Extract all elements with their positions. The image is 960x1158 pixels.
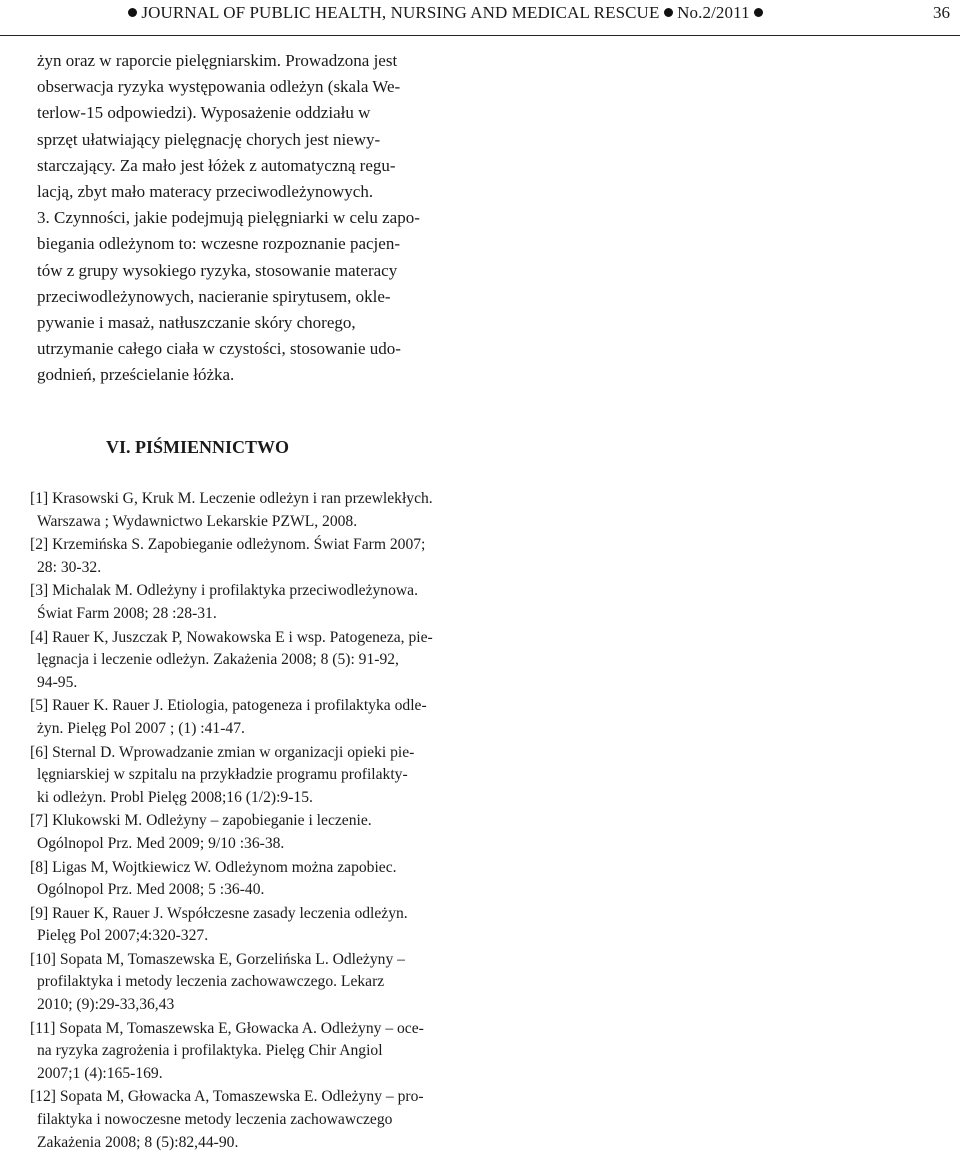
reference-item [30,627,450,695]
running-header [0,0,960,36]
body-text-line: pywanie i masaż, natłuszczanie skóry chorego, [37,312,356,332]
reference-continuation-line: Ogólnopol Prz. Med 2009; 9/10 :36-38. [37,834,285,852]
body-text-line: lacją, zbyt mało materacy przeciwodleżynowych. [37,181,374,201]
reference-continuation-line: 28: 30-32. [37,558,102,576]
body-text-line: biegania odleżynom to: wczesne rozpoznanie pacjen- [37,234,400,254]
reference-first-line: [9] Rauer K, Rauer J. Współczesne zasady leczenia odleżyn. [30,904,408,922]
reference-item [30,695,450,740]
reference-first-line: [7] Klukowski M. Odleżyny – zapobieganie i leczenie. [30,812,372,830]
reference-first-line: [2] Krzemińska S. Zapobieganie odleżynom. Świat Farm 2007; [30,536,426,554]
bullet-dot-icon [128,8,137,17]
reference-first-line: [10] Sopata M, Tomaszewska E, Gorzelińska L. Odleżyny – [30,950,405,968]
reference-first-line: [3] Michalak M. Odleżyny i profilaktyka przeciwodleżynowa. [30,582,418,600]
reference-continuation-line: 2007;1 (4):165-169. [37,1064,163,1082]
reference-continuation-line: ki odleżyn. Probl Pielęg 2008;16 (1/2):9-15. [37,788,313,806]
reference-first-line: [12] Sopata M, Głowacka A, Tomaszewska E. Odleżyny – pro- [30,1088,424,1106]
reference-first-line: [4] Rauer K, Juszczak P, Nowakowska E i wsp. Patogeneza, pie- [30,628,433,646]
reference-continuation-line: Pielęg Pol 2007;4:320-327. [37,927,209,945]
reference-continuation-line: lęgniarskiej w szpitalu na przykładzie programu profilakty- [37,766,408,784]
body-text-line: żyn oraz w raporcie pielęgniarskim. Prowadzona jest [37,51,398,70]
reference-continuation-line: Zakażenia 2008; 8 (5):82,44-90. [37,1133,239,1151]
reference-item [30,857,450,902]
reference-continuation-line: 2010; (9):29-33,36,43 [37,996,175,1014]
reference-continuation-line: Ogólnopol Prz. Med 2008; 5 :36-40. [37,881,265,899]
references-list [30,488,450,1155]
reference-continuation-line: żyn. Pielęg Pol 2007 ; (1) :41-47. [37,719,245,737]
reference-continuation-line: na ryzyka zagrożenia i profilaktyka. Pielęg Chir Angiol [37,1042,383,1060]
body-text-line: godnień, prześcielanie łóżka. [37,365,235,385]
body-text-line: 3. Czynności, jakie podejmują pielęgniarki w celu zapo- [37,208,420,228]
reference-continuation-line: 94-95. [37,673,78,691]
reference-item [30,534,450,579]
reference-continuation-line: lęgnacja i leczenie odleżyn. Zakażenia 2008; 8 (5): 91-92, [37,651,399,669]
reference-continuation-line: Świat Farm 2008; 28 :28-31. [37,604,217,622]
reference-item [30,580,450,625]
reference-first-line: [1] Krasowski G, Kruk M. Leczenie odleżyn i ran przewlekłych. [30,490,433,507]
reference-item [30,1018,450,1086]
section-heading: VI. PIŚMIENNICTWO [106,437,290,457]
journal-header-line [128,3,763,23]
body-text [37,48,449,388]
reference-continuation-line: filaktyka i nowoczesne metody leczenia zachowawczego [37,1111,393,1129]
reference-item [30,903,450,948]
body-text-line: przeciwodleżynowych, nacieranie spirytusem, okle- [37,286,391,306]
journal-title: JOURNAL OF PUBLIC HEALTH, NURSING AND MEDICAL RESCUE [141,3,660,22]
reference-first-line: [6] Sternal D. Wprowadzanie zmian w organizacji opieki pie- [30,743,415,761]
reference-first-line: [8] Ligas M, Wojtkiewicz W. Odleżynom można zapobiec. [30,858,397,876]
issue-number: No.2/2011 [677,3,750,22]
reference-item [30,949,450,1017]
reference-continuation-line: profilaktyka i metody leczenia zachowawczego. Lekarz [37,973,385,991]
body-text-line: tów z grupy wysokiego ryzyka, stosowanie materacy [37,260,398,280]
reference-item [30,1086,450,1154]
reference-item [30,810,450,855]
body-text-line: sprzęt ułatwiający pielęgnację chorych jest niewy- [37,129,381,149]
reference-first-line: [5] Rauer K. Rauer J. Etiologia, patogeneza i profilaktyka odle- [30,697,427,715]
reference-item [30,742,450,810]
page-number: 36 [933,3,950,22]
body-text-line: starczający. Za mało jest łóżek z automatyczną regu- [37,155,396,175]
bullet-dot-icon [754,8,763,17]
body-text-line: utrzymanie całego ciała w czystości, stosowanie udo- [37,339,401,359]
reference-continuation-line: Warszawa ; Wydawnictwo Lekarskie PZWL, 2008. [37,512,358,530]
body-text-line: terlow-15 odpowiedzi). Wyposażenie oddziału w [37,103,371,123]
body-text-line: obserwacja ryzyka występowania odleżyn (skala We- [37,77,401,97]
bullet-dot-icon [664,8,673,17]
reference-first-line: [11] Sopata M, Tomaszewska E, Głowacka A. Odleżyny – oce- [30,1019,424,1037]
reference-item [30,488,450,533]
